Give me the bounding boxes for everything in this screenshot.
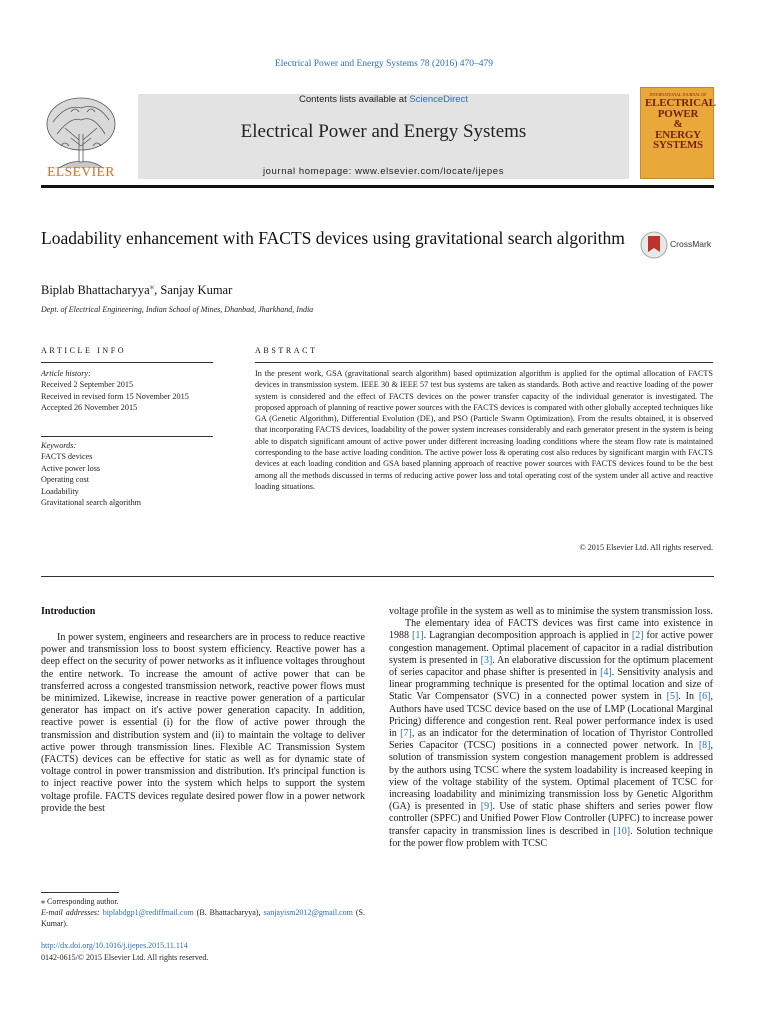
crossmark-label: CrossMark	[670, 239, 712, 249]
history-item: Received in revised form 15 November 2015	[41, 391, 189, 401]
contents-prefix: Contents lists available at	[299, 94, 410, 105]
text-run: . In	[678, 691, 699, 703]
journal-cover-image[interactable]	[640, 87, 714, 179]
intro-left-column: In power system, engineers and researchers are in process to reduce reactive power and transmission loss to boost system efficiency. Reactive power has a deep effect on the security of power networks as it influence voltages throughout the entire network. To increase the amount of active power that can be transferred across a congested transmission network, reactive power flows must be minimized. Likewise, increase in reactive power generation of a particular generator has impact on it's active power generation capacity. In addition, reactive power is essential (i) for the flow of active power through the transmission and distribution system and (ii) to maintain the voltage to deliver active power through transmission lines. Flexible AC Transmission System (FACTS) devices can be effective for static as well as for dynamic state of voltage control in power transmission and distribution. It's principal function is to inject reactive power into the system which helps to support the system voltage profile. FACTS devices regulate desired power flow in a power network provide the best	[41, 632, 365, 814]
issn-line: 0142-0615/© 2015 Elsevier Ltd. All rights reserved.	[41, 953, 209, 962]
history-label: Article history:	[41, 369, 91, 378]
history-item: Accepted 26 November 2015	[41, 403, 138, 413]
journal-homepage	[138, 166, 629, 177]
text-run: for active power congestion management. Optimal placement of capacitor in a radial distribution system is presented in	[389, 630, 713, 666]
author-name: Biplab Bhattacharyya	[41, 283, 150, 298]
intro-right-column	[389, 606, 713, 850]
abstract-rule	[255, 362, 713, 363]
keyword: Loadability	[41, 486, 79, 496]
keywords-label: Keywords:	[41, 441, 77, 450]
reference-link[interactable]: [4]	[600, 667, 612, 679]
footnote-text: Corresponding author.	[45, 897, 119, 906]
email-link[interactable]: biplabdgp1@rediffmail.com	[102, 908, 194, 917]
email-note	[41, 907, 365, 929]
text-run: The elementary idea of FACTS devices was first came into existence in 1988	[389, 618, 713, 642]
keyword: Active power loss	[41, 463, 101, 473]
cover-title	[645, 97, 716, 151]
author-separator: ,	[154, 283, 161, 298]
journal-title: Electrical Power and Energy Systems	[240, 121, 527, 142]
introduction-heading: Introduction	[41, 606, 96, 617]
affiliation: Dept. of Electrical Engineering, Indian School of Mines, Dhanbad, Jharkhand, India	[41, 305, 314, 314]
reference-link[interactable]: [3]	[480, 654, 493, 666]
reference-link[interactable]: [5]	[666, 691, 679, 703]
article-info-rule	[41, 362, 213, 363]
email-owner: (B. Bhattacharyya),	[193, 908, 261, 917]
history-item: Received 2 September 2015	[41, 380, 134, 390]
cover-line: SYSTEMS	[653, 139, 703, 151]
cover-subtitle: INTERNATIONAL JOURNAL OF	[649, 92, 707, 97]
paper-title: Loadability enhancement with FACTS devices using gravitational search algorithm	[41, 228, 625, 248]
author-name: Sanjay Kumar	[160, 283, 233, 298]
text-run: , solution of transmission system congestion management problem is addressed by the authors using TCSC where the system loadability is increased keeping in view of the voltage stability of the system. Optimal placement of TCSC for increasing loadability and minimizing transmission loss by Genetic Algorithm (GA) is presented in	[389, 740, 713, 813]
keywords	[41, 440, 221, 508]
cover-line: &	[673, 118, 683, 130]
body-divider	[41, 576, 714, 577]
header-divider	[41, 185, 714, 188]
keyword: Gravitational search algorithm	[41, 498, 142, 508]
keyword: Operating cost	[41, 475, 89, 485]
doi-link[interactable]: http://dx.doi.org/10.1016/j.ijepes.2015.11.114	[41, 941, 188, 950]
keyword: FACTS devices	[41, 452, 93, 462]
paragraph: voltage profile in the system as well as to minimise the system transmission loss.	[389, 606, 713, 617]
abstract-text: In the present work, GSA (gravitational search algorithm) based optimization algorithm is applied for the optimal allocation of FACTS devices in transmission system. IEEE 30 & IEEE 57 test bus systems are taken as standards. Both active and reactive loading of the power system is considered and the effect of FACTS devices on the power transfer capacity of the individual generator is investigated. The proposed approach of planning of reactive power sources with the FACTS devices is compared with other globally accepted techniques like GA (Genetic Algorithm), Differential Evolution (DE), and PSO (Particle Swarm Optimization). From the results obtained, it is observed that incorporating FACTS devices, loadability of the power system increases considerably and each generator present in the system is being able to dispatch significant amount of active power under different increasing loading conditions where the steam flow rate is maintained corresponding to the base active loading condition. The active power loss & operating cost also reduces by significant margin with FACTS devices at each loading condition and GSA based planning approach of reactive power sources with FACTS devices found to be the best among all the methods discussed in terms of reducing active power loss and total operating cost of the system under all active and reactive loading situations.	[255, 369, 713, 491]
text-run: , Authors have used TCSC device based on the use of LMP (Locational Marginal Pricing) difference and congestion rent. Real power performance index is used in	[389, 691, 713, 740]
email-label: E-mail addresses:	[41, 908, 103, 917]
cover-line: POWER	[657, 107, 699, 120]
text-run: . Lagrangian decomposition approach is applied in	[423, 630, 632, 642]
reference-link[interactable]: [8]	[698, 740, 711, 752]
journal-citation[interactable]: Electrical Power and Energy Systems 78 (2016) 470–479	[274, 59, 494, 69]
elsevier-wordmark: ELSEVIER	[47, 164, 115, 179]
corresponding-note	[41, 896, 365, 907]
reference-link[interactable]: [9]	[480, 801, 493, 813]
contents-line	[138, 94, 629, 105]
reference-link[interactable]: [1]	[411, 630, 424, 642]
text-run: . Use of static phase shifters and series power flow controller (SPFC) and Unified Power Flow Controller (UPFC) to increase power transfer capacity in transmission lines is described in	[389, 801, 713, 837]
elsevier-logo[interactable]	[41, 94, 121, 180]
abstract-copyright: © 2015 Elsevier Ltd. All rights reserved.	[579, 543, 713, 552]
cover-line: ELECTRICAL	[645, 97, 716, 109]
footnote-rule	[41, 892, 119, 893]
crossmark-icon	[640, 230, 668, 260]
text-run: . Sensitivity analysis and linear programming technique is presented for the optimal location and size of Static Var Compensator (SVC) in a connected power system in	[389, 667, 713, 703]
footnote-mark: ⁎	[41, 897, 45, 906]
email-owner: (S. Kumar).	[41, 908, 365, 928]
article-info-heading: ARTICLE INFO	[41, 346, 127, 355]
reference-link[interactable]: [7]	[400, 728, 412, 740]
crossmark-badge[interactable]	[640, 230, 716, 260]
text-run: , as an indicator for the determination of location of Thyristor Controlled Series Capacitor (TCSC) positions in a connected power network. In	[389, 728, 714, 752]
reference-link[interactable]: [10]	[613, 825, 631, 837]
email-link[interactable]: sanjayism2012@gmail.com	[263, 908, 353, 917]
reference-link[interactable]: [6]	[698, 691, 711, 703]
article-history	[41, 368, 221, 414]
author-list	[41, 281, 232, 298]
keywords-rule	[41, 436, 213, 437]
sciencedirect-link[interactable]: ScienceDirect	[409, 94, 468, 105]
text-run: . Solution technique for the power flow problem with TCSC	[389, 825, 713, 849]
corresponding-author-mark[interactable]: ⁎	[149, 281, 155, 291]
paragraph	[389, 618, 713, 850]
abstract-heading: ABSTRACT	[255, 346, 318, 355]
reference-link[interactable]: [2]	[631, 630, 644, 642]
text-run: . An elaborative discussion for the optimum placement of series capacitor and phase shifter is presented in	[389, 654, 714, 679]
homepage-prefix: journal homepage:	[262, 166, 356, 177]
footnote	[41, 896, 365, 929]
cover-line: ENERGY	[655, 128, 701, 141]
homepage-url[interactable]: www.elsevier.com/locate/ijepes	[355, 166, 505, 177]
